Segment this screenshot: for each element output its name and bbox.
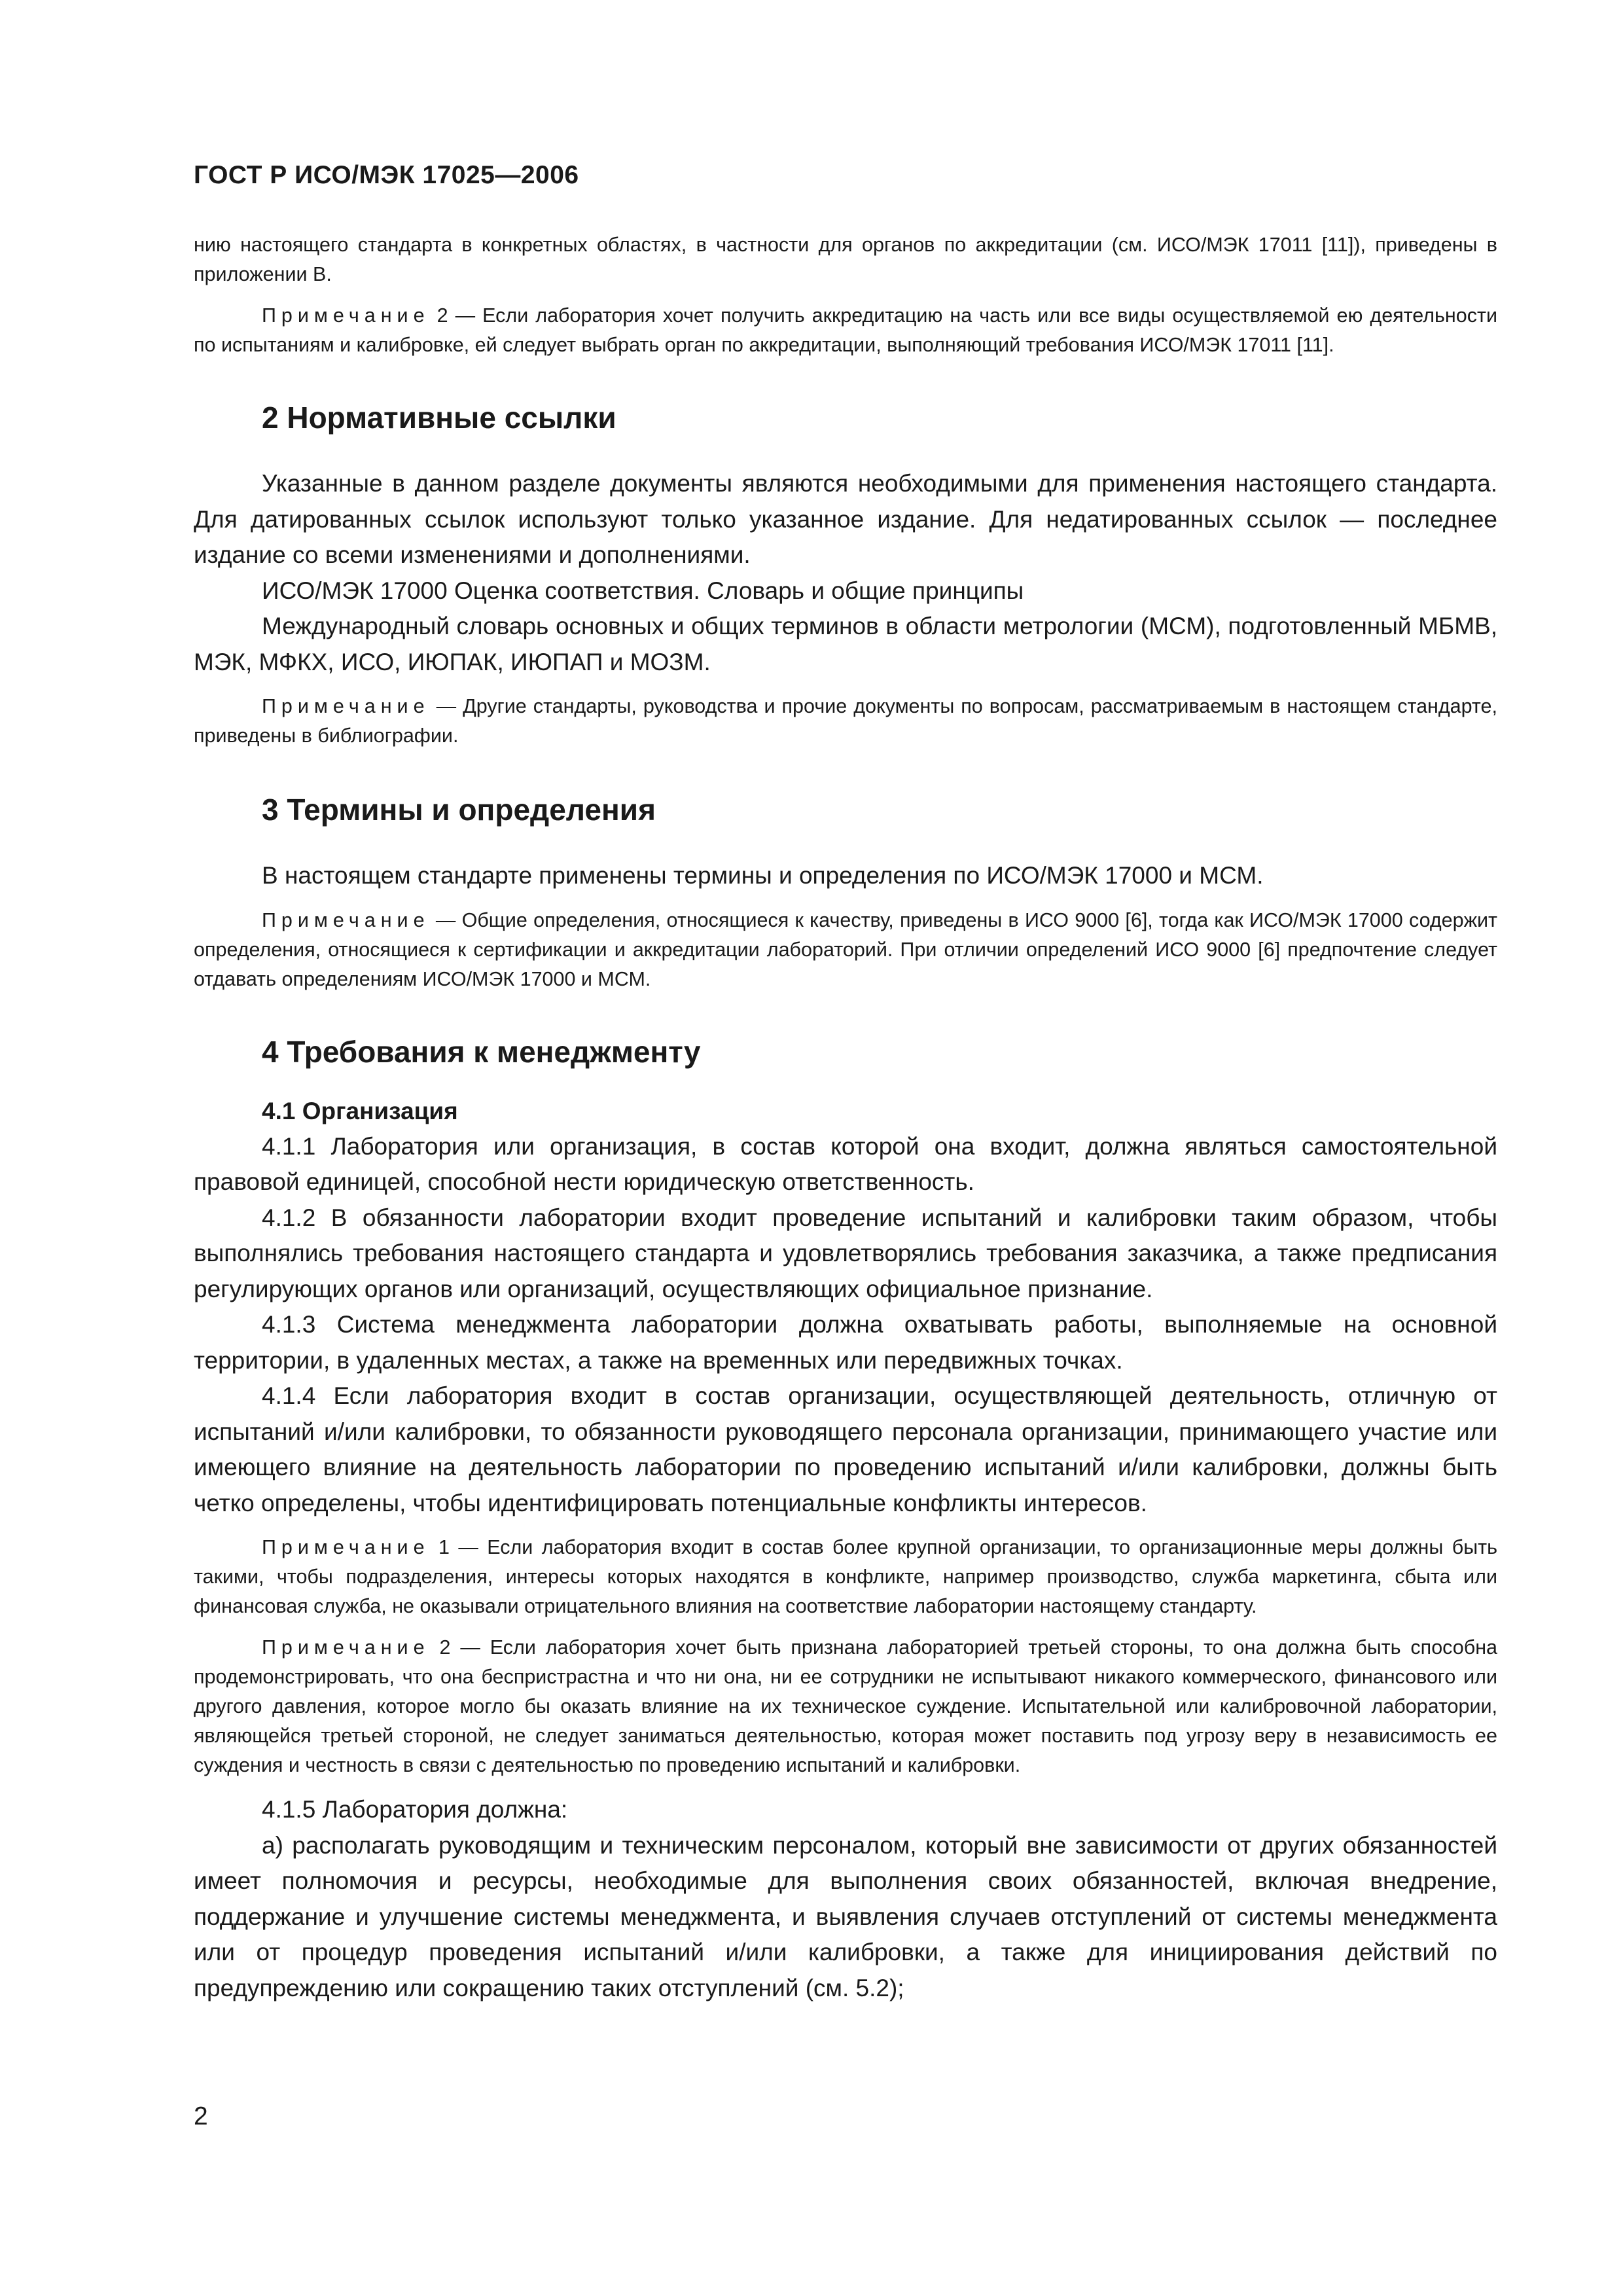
clause-4-1-4: 4.1.4 Если лаборатория входит в состав организации, осуществляющей деятельность, отличную от испытаний и/или калибровки, то обязанности руководящего персонала организации, принимающего участие или имеющего влияние на деятельность лаборатории по проведению испытаний и/или калибровки, должны быть четко определены, чтобы идентифицировать потенциальные конфликты интересов. [194,1382,1497,1516]
subsection-4-1-heading: 4.1 Организация [262,1097,458,1124]
section-3-heading: 3 Термины и определения [262,793,656,827]
note-label: Примечание [262,908,430,931]
clause-4-1-1: 4.1.1 Лаборатория или организация, в состав которой она входит, должна являться самостоятельной правовой единицей, способной нести юридическую ответственность. [194,1132,1497,1195]
intro-continuation: нию настоящего стандарта в конкретных областях, в частности для органов по аккредитации (см. ИСО/МЭК 17011 [11]), приведены в приложении В. [194,234,1497,285]
section-2-heading: 2 Нормативные ссылки [262,401,616,435]
note-label: Примечание [262,304,430,327]
note-label: Примечание [262,1636,430,1659]
note-text: 1 — Если лаборатория входит в состав более крупной организации, то организационные меры должны быть такими, чтобы подразделения, интересы которых находятся в конфликте, например производство, служба маркетинга, сбыта или финансовая служба, не оказывали отрицательного влияния на соответствие лаборатории настоящему стандарту. [194,1536,1497,1617]
clause-4-1-4-note-2 [194,1633,1497,1780]
note-text: — Общие определения, относящиеся к качеству, приведены в ИСО 9000 [6], тогда как ИСО/МЭК 17000 содержит определения, относящиеся к сертификации и аккредитации лабораторий. При отличии определений ИСО 9000 [6] предпочтение следует отдавать определениям ИСО/МЭК 17000 и МСМ. [194,908,1497,990]
note-text: — Другие стандарты, руководства и прочие документы по вопросам, рассматриваемым в настоящем стандарте, приведены в библиографии. [194,695,1497,747]
note-text: 2 — Если лаборатория хочет получить аккредитацию на часть или все виды осуществляемой ею деятельности по испытаниям и калибровке, ей следует выбрать орган по аккредитации, выполняющий требования ИСО/МЭК 17011 [11]. [194,304,1497,356]
section-2-paragraph-1: Указанные в данном разделе документы являются необходимыми для применения настоящего стандарта. Для датированных ссылок используют только указанное издание. Для недатированных ссылок — последнее издание со всеми изменениями и дополнениями. [194,470,1497,568]
clause-4-1-5-item-a: а) располагать руководящим и техническим персоналом, который вне зависимости от других обязанностей имеет полномочия и ресурсы, необходимые для выполнения своих обязанностей, включая внедрение, поддержание и улучшение системы менеджмента, и выявления случаев отступлений от системы менеджмента или от процедур проведения испытаний и/или калибровки, а также для инициирования действий по предупреждению или сокращению таких отступлений (см. 5.2); [194,1831,1497,2001]
clause-4-1-4-note-1 [194,1533,1497,1621]
clause-4-1-2: 4.1.2 В обязанности лаборатории входит проведение испытаний и калибровки таким образом, чтобы выполнялись требования настоящего стандарта и удовлетворялись требования заказчика, а также предписания регулирующих органов или организаций, осуществляющих официальное признание. [194,1204,1497,1302]
section-2-reference-2: Международный словарь основных и общих терминов в области метрологии (МСМ), подготовленный МБМВ, МЭК, МФКХ, ИСО, ИЮПАК, ИЮПАП и МОЗМ. [194,613,1497,675]
intro-note-2 [194,301,1497,360]
standard-header: ГОСТ Р ИСО/МЭК 17025—2006 [194,161,579,189]
section-4-heading: 4 Требования к менеджменту [262,1034,701,1069]
page-number: 2 [194,2102,208,2130]
section-2-reference-1: ИСО/МЭК 17000 Оценка соответствия. Словарь и общие принципы [262,577,1024,604]
section-3-paragraph-1: В настоящем стандарте применены термины и определения по ИСО/МЭК 17000 и МСМ. [262,862,1264,889]
note-text: 2 — Если лаборатория хочет быть признана лабораторией третьей стороны, то она должна быть способна продемонстрировать, что она беспристрастна и что ни она, ни ее сотрудники не испытывают никакого коммерческого, финансового или другого давления, которое могло бы оказать влияние на их техническое суждение. Испытательной или калибровочной лаборатории, являющейся третьей стороной, не следует заниматься деятельностью, которая может поставить под угрозу веру в независимость ее суждения и честность в связи с деятельностью по проведению испытаний и калибровки. [194,1636,1497,1776]
clause-4-1-3: 4.1.3 Система менеджмента лаборатории должна охватывать работы, выполняемые на основной территории, в удаленных местах, а также на временных или передвижных точках. [194,1311,1497,1374]
section-3-note [194,906,1497,994]
note-label: Примечание [262,1536,430,1558]
section-2-note [194,692,1497,751]
note-label: Примечание [262,695,430,717]
clause-4-1-5: 4.1.5 Лаборатория должна: [262,1796,568,1823]
document-body [194,230,1497,2006]
